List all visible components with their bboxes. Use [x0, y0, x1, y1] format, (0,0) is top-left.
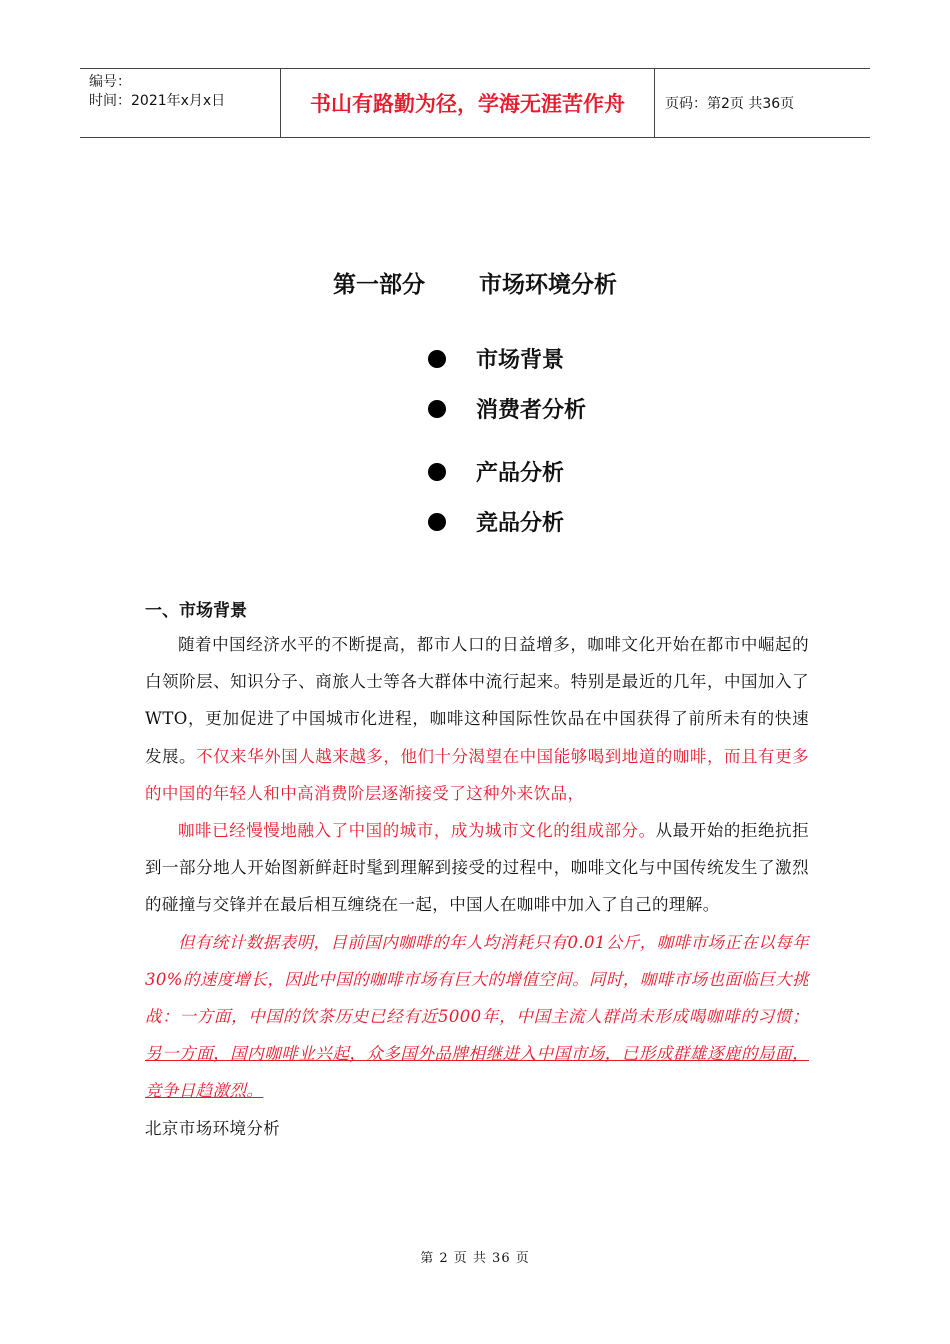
page-footer: 第 2 页 共 36 页 — [420, 1251, 530, 1266]
toc-item — [428, 393, 586, 424]
paragraph-2-text: 从最开始的拒绝抗拒到一部分地人开始图新鲜赶时髦到理解到接受的过程中，咖啡文化与中国传统发生了激烈的碰撞与交锋并在最后相互缠绕在一起，中国人在咖啡中加入了自己的理解。 — [145, 821, 809, 915]
header-meta-cell — [80, 69, 281, 137]
paragraph-4: 北京市场环境分析 — [145, 1118, 281, 1138]
toc-item-label: 产品分析 — [476, 461, 565, 486]
body-text — [145, 626, 809, 1147]
paragraph-1-text: 随着中国经济水平的不断提高，都市人口的日益增多，咖啡文化开始在都市中崛起的白领阶层、知识分子、商旅人士等各大群体中流行起来。特别是最近的几年，中国加入了WTO，更加促进了中国城市化进程，咖啡这种国际性饮品在中国获得了前所未有的快速发展。 — [145, 635, 809, 766]
toc-item-label: 市场背景 — [476, 348, 565, 373]
bullet-icon — [428, 463, 446, 481]
toc-item — [428, 343, 564, 374]
paragraph-3-underlined: 另一方面，国内咖啡业兴起，众多国外品牌相继进入中国市场，已形成群雄逐鹿的局面，竞争日趋激烈。 — [145, 1044, 809, 1101]
header-page-info: 页码：第2页 共36页 — [665, 96, 795, 112]
part-number: 第一部分 — [333, 272, 425, 298]
header-motto: 书山有路勤为径，学海无涯苦作舟 — [281, 69, 655, 137]
toc-item — [428, 506, 564, 537]
section-heading: 一、市场背景 — [145, 601, 247, 621]
paragraph-1-highlight: 不仅来华外国人越来越多，他们十分渴望在中国能够喝到地道的咖啡，而且有更多的中国的年轻人和中高消费阶层逐渐接受了这种外来饮品， — [145, 746, 809, 803]
toc-item — [428, 456, 564, 487]
bullet-icon — [428, 350, 446, 368]
bullet-icon — [428, 400, 446, 418]
paragraph-3 — [145, 924, 809, 1110]
header-number-label: 编号： — [89, 74, 131, 90]
part-name: 市场环境分析 — [479, 272, 617, 298]
toc-item-label: 消费者分析 — [476, 398, 587, 423]
header-table — [80, 68, 870, 138]
paragraph-2 — [145, 812, 809, 924]
bullet-icon — [428, 513, 446, 531]
part-title — [0, 266, 950, 299]
header-date-label: 时间：2021年x月x日 — [89, 93, 226, 109]
paragraph-3-text: 但有统计数据表明，目前国内咖啡的年人均消耗只有0.01公斤，咖啡市场正在以每年30%的速度增长，因此中国的咖啡市场有巨大的增值空间。同时，咖啡市场也面临巨大挑战：一方面，中国的饮茶历史已经有近5000年，中国主流人群尚未形成喝咖啡的习惯； — [145, 932, 809, 1027]
paragraph-2-highlight: 咖啡已经慢慢地融入了中国的城市，成为城市文化的组成部分。 — [178, 821, 656, 841]
toc-item-label: 竞品分析 — [476, 511, 565, 536]
paragraph-1 — [145, 626, 809, 812]
